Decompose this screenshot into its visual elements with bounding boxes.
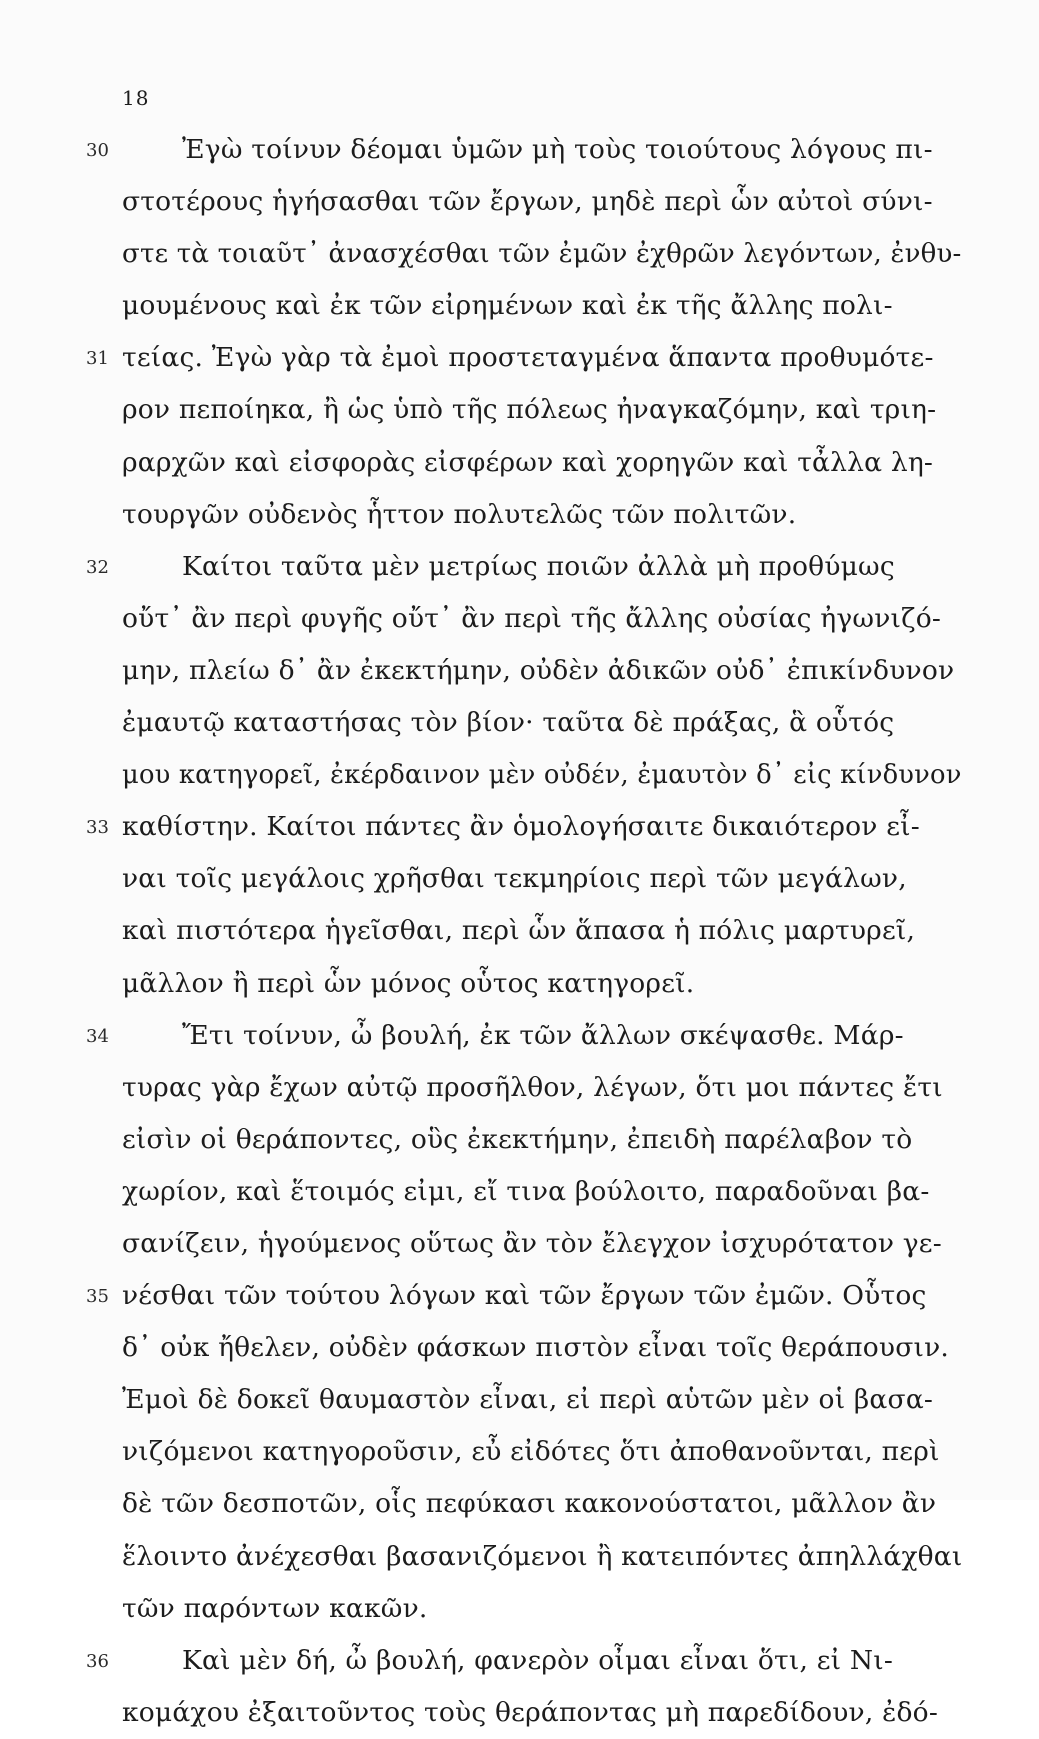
line-text: στε τὰ τοιαῦτ᾿ ἀνασχέσθαι τῶν ἐμῶν ἐχθρῶν λεγόντων, ἐνθυ-	[122, 238, 962, 270]
line-text: καὶ πιστότερα ἡγεῖσθαι, περὶ ὧν ἅπασα ἡ πόλις μαρτυρεῖ,	[122, 915, 916, 947]
text-line	[0, 853, 1039, 905]
line-text: χωρίον, καὶ ἕτοιμός εἰμι, εἴ τινα βούλοιτο, παραδοῦναι βα-	[122, 1175, 930, 1207]
text-line	[0, 1478, 1039, 1530]
line-text: δ᾿ οὐκ ἤθελεν, οὐδὲν φάσκων πιστὸν εἶναι τοῖς θεράπουσιν.	[122, 1332, 950, 1364]
text-line	[0, 124, 1039, 176]
section-number: 35	[86, 1286, 109, 1308]
body-text	[0, 124, 1039, 1739]
line-text: ἐμαυτῷ καταστήσας τὸν βίον· ταῦτα δὲ πράξας, ἃ οὗτός	[122, 707, 895, 739]
line-text: καθίστην. Καίτοι πάντες ἂν ὁμολογήσαιτε δικαιότερον εἶ-	[122, 811, 920, 843]
line-text: ναι τοῖς μεγάλοις χρῆσθαι τεκμηρίοις περὶ τῶν μεγάλων,	[122, 863, 907, 895]
text-line	[0, 1062, 1039, 1114]
line-text: μου κατηγορεῖ, ἐκέρδαινον μὲν οὐδέν, ἐμαυτὸν δ᾿ εἰς κίνδυνον	[122, 759, 962, 791]
page-number: 18	[122, 86, 150, 110]
line-text: μᾶλλον ἢ περὶ ὧν μόνος οὗτος κατηγορεῖ.	[122, 967, 695, 999]
text-line	[0, 1687, 1039, 1739]
line-text: Ἔτι τοίνυν, ὦ βουλή, ἐκ τῶν ἄλλων σκέψασθε. Μάρ-	[182, 1019, 904, 1051]
text-line	[0, 958, 1039, 1010]
line-text: ρον πεποίηκα, ἢ ὡς ὑπὸ τῆς πόλεως ἠναγκαζόμην, καὶ τριη-	[122, 394, 937, 426]
text-line	[0, 176, 1039, 228]
text-line	[0, 489, 1039, 541]
line-text: τῶν παρόντων κακῶν.	[122, 1592, 428, 1624]
text-line	[0, 1166, 1039, 1218]
text-line	[0, 593, 1039, 645]
text-line	[0, 645, 1039, 697]
line-text: νιζόμενοι κατηγοροῦσιν, εὖ εἰδότες ὅτι ἀποθανοῦνται, περὶ	[122, 1436, 940, 1468]
text-line	[0, 541, 1039, 593]
text-line	[0, 905, 1039, 957]
section-number: 30	[86, 140, 109, 161]
section-number: 34	[86, 1025, 109, 1047]
line-text: ἕλοιντο ἀνέχεσθαι βασανιζόμενοι ἢ κατειπόντες ἀπηλλάχθαι	[122, 1540, 963, 1572]
text-line	[0, 1531, 1039, 1583]
line-text: νέσθαι τῶν τούτου λόγων καὶ τῶν ἔργων τῶν ἐμῶν. Οὗτος	[122, 1280, 927, 1312]
text-line	[0, 1114, 1039, 1166]
line-text: Ἐγὼ τοίνυν δέομαι ὑμῶν μὴ τοὺς τοιούτους λόγους πι-	[182, 134, 933, 165]
line-text: κομάχου ἐξαιτοῦντος τοὺς θεράποντας μὴ παρεδίδουν, ἐδό-	[122, 1696, 938, 1728]
line-text: Ἐμοὶ δὲ δοκεῖ θαυμαστὸν εἶναι, εἰ περὶ αὑτῶν μὲν οἱ βασα-	[122, 1384, 934, 1416]
text-line	[0, 1322, 1039, 1374]
text-line	[0, 280, 1039, 332]
text-line	[0, 801, 1039, 853]
line-text: τυρας γὰρ ἔχων αὐτῷ προσῆλθον, λέγων, ὅτι μοι πάντες ἔτι	[122, 1071, 943, 1103]
section-number: 36	[86, 1650, 109, 1672]
line-text: εἰσὶν οἱ θεράποντες, οὓς ἐκεκτήμην, ἐπειδὴ παρέλαβον τὸ	[122, 1123, 913, 1155]
line-text: μουμένους καὶ ἐκ τῶν εἰρημένων καὶ ἐκ τῆς ἄλλης πολι-	[122, 290, 893, 322]
text-line	[0, 384, 1039, 436]
line-text: Καίτοι ταῦτα μὲν μετρίως ποιῶν ἀλλὰ μὴ προθύμως	[182, 550, 895, 582]
line-text: σανίζειν, ἡγούμενος οὕτως ἂν τὸν ἔλεγχον ἰσχυρότατον γε-	[122, 1227, 942, 1259]
section-number: 33	[86, 817, 109, 839]
text-line	[0, 697, 1039, 749]
text-line	[0, 332, 1039, 384]
text-line	[0, 1010, 1039, 1062]
line-text: στοτέρους ἡγήσασθαι τῶν ἔργων, μηδὲ περὶ ὧν αὐτοὶ σύνι-	[122, 186, 933, 218]
section-number: 32	[86, 556, 109, 578]
line-text: οὔτ᾿ ἂν περὶ φυγῆς οὔτ᾿ ἂν περὶ τῆς ἄλλης οὐσίας ἠγωνιζό-	[122, 602, 942, 634]
line-text: μην, πλείω δ᾿ ἂν ἐκεκτήμην, οὐδὲν ἀδικῶν οὐδ᾿ ἐπικίνδυνον	[122, 654, 955, 686]
text-line	[0, 1270, 1039, 1322]
line-text: δὲ τῶν δεσποτῶν, οἷς πεφύκασι κακονούστατοι, μᾶλλον ἂν	[122, 1488, 937, 1520]
text-line	[0, 437, 1039, 489]
line-text: τουργῶν οὐδενὸς ἧττον πολυτελῶς τῶν πολιτῶν.	[122, 498, 797, 530]
text-line	[0, 1374, 1039, 1426]
text-line	[0, 228, 1039, 280]
text-line	[0, 1426, 1039, 1478]
line-text: τείας. Ἐγὼ γὰρ τὰ ἐμοὶ προστεταγμένα ἅπαντα προθυμότε-	[122, 342, 934, 374]
line-text: ραρχῶν καὶ εἰσφορὰς εἰσφέρων καὶ χορηγῶν καὶ τἆλλα λη-	[122, 446, 934, 478]
section-number: 31	[86, 348, 109, 370]
text-line	[0, 1218, 1039, 1270]
text-line	[0, 1635, 1039, 1687]
text-line	[0, 1583, 1039, 1635]
text-line	[0, 749, 1039, 801]
line-text: Καὶ μὲν δή, ὦ βουλή, φανερὸν οἶμαι εἶναι ὅτι, εἰ Νι-	[182, 1644, 893, 1676]
